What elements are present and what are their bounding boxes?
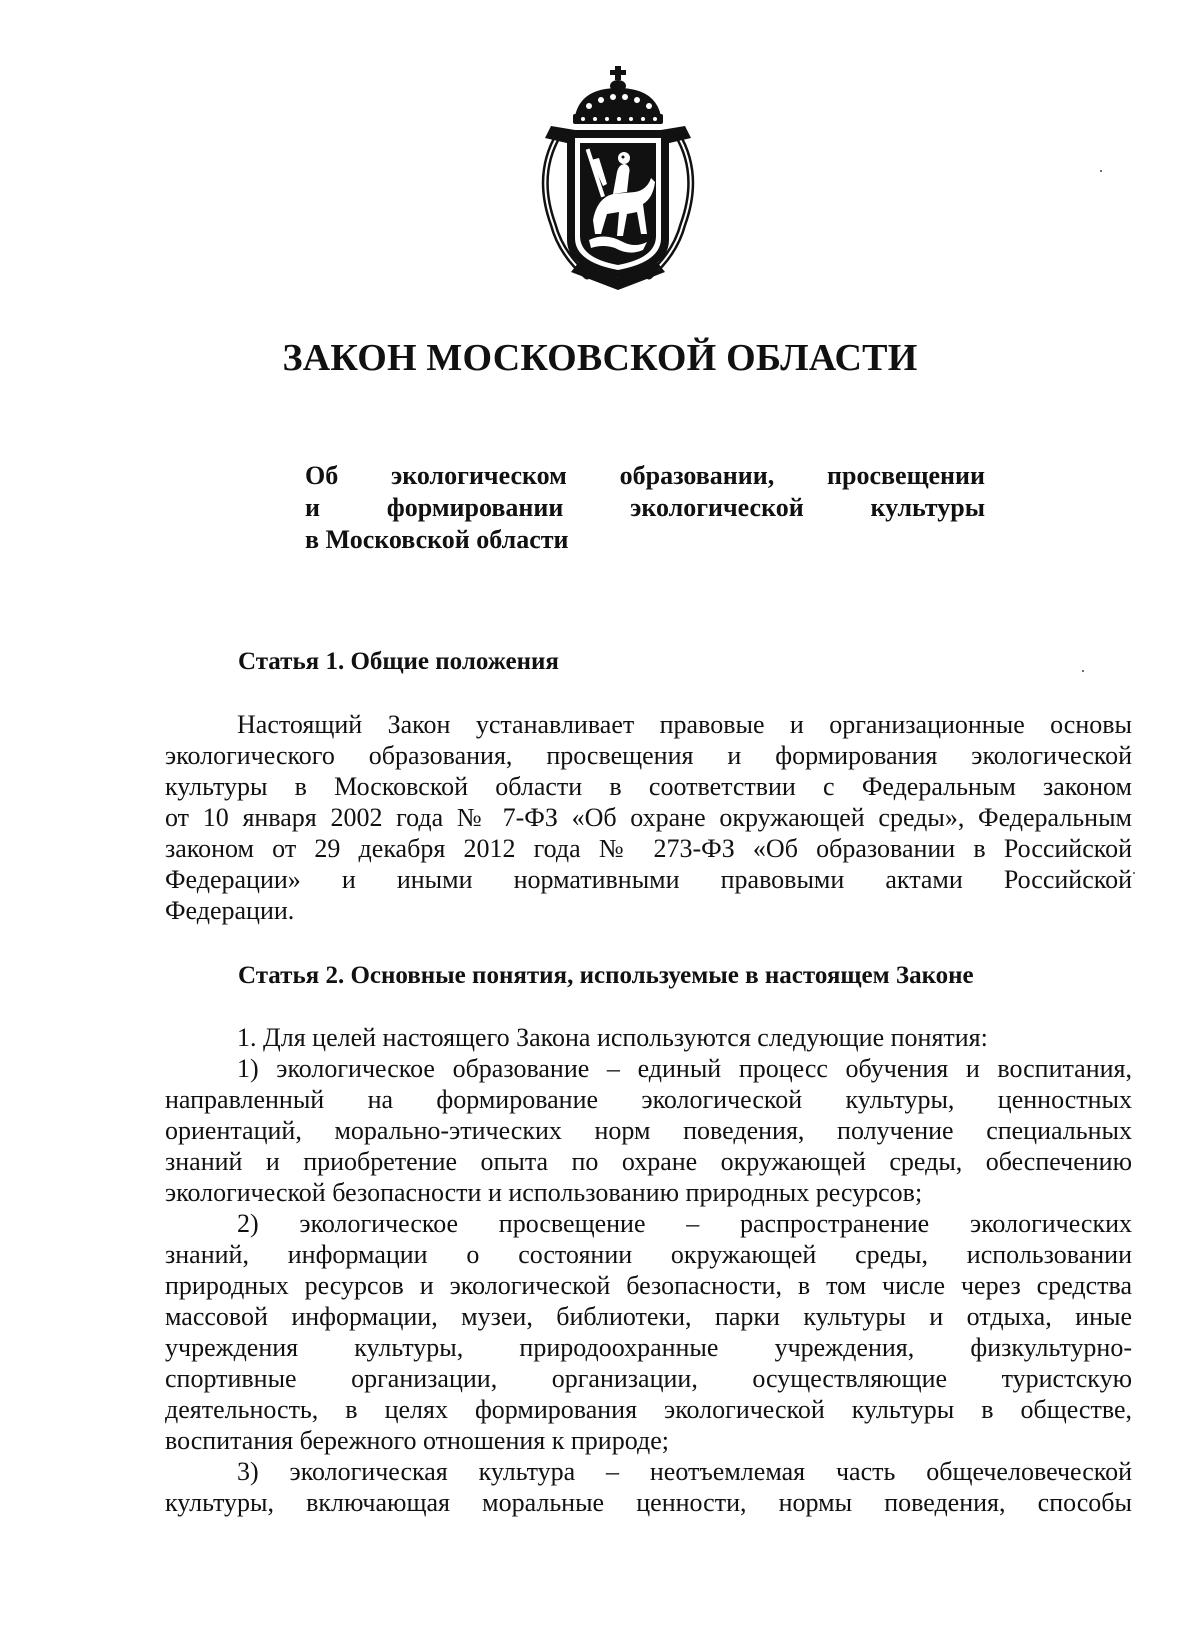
article-2-heading: Статья 2. Основные понятия, используемые в настоящем Законе (238, 962, 974, 989)
text-line: 2) экологическое просвещение – распространение экологических (237, 1209, 1132, 1238)
subtitle-line: в Московской области (305, 525, 569, 554)
text-line: от 10 января 2002 года № 7-ФЗ «Об охране окружающей среды», Федеральным (165, 803, 1132, 832)
moscow-oblast-coat-of-arms-icon (531, 64, 705, 292)
text-line: природных ресурсов и экологической безопасности, в том числе через средства (165, 1271, 1132, 1300)
text-line: массовой информации, музеи, библиотеки, парки культуры и отдыха, иные (165, 1302, 1132, 1331)
article-2-body (165, 1022, 1132, 1518)
text-line: экологической безопасности и использованию природных ресурсов; (165, 1178, 923, 1207)
text-line: знаний и приобретение опыта по охране окружающей среды, обеспечению (165, 1147, 1132, 1176)
text-line: 1) экологическое образование – единый процесс обучения и воспитания, (237, 1054, 1132, 1083)
scan-speck (1100, 170, 1102, 172)
text-line: 1. Для целей настоящего Закона используются следующие понятия: (237, 1023, 988, 1052)
scan-speck (1133, 872, 1135, 874)
text-line: Настоящий Закон устанавливает правовые и организационные основы (237, 710, 1132, 739)
text-line: направленный на формирование экологической культуры, ценностных (165, 1085, 1132, 1114)
article-1-body (165, 709, 1132, 926)
text-line: ориентаций, морально-этических норм поведения, получение специальных (165, 1116, 1132, 1145)
law-subtitle (305, 460, 985, 556)
text-line: 3) экологическая культура – неотъемлемая часть общечеловеческой (237, 1457, 1132, 1486)
text-line: спортивные организации, организации, осуществляющие туристскую (165, 1364, 1132, 1393)
text-line: воспитания бережного отношения к природе; (165, 1426, 669, 1455)
text-line: деятельность, в целях формирования экологической культуры в обществе, (165, 1395, 1132, 1424)
subtitle-line: и формировании экологической культуры (305, 493, 985, 522)
article-1-heading: Статья 1. Общие положения (238, 648, 559, 675)
text-line: культуры, включающая моральные ценности, нормы поведения, способы (165, 1488, 1132, 1517)
text-line: культуры в Московской области в соответствии с Федеральным законом (165, 772, 1132, 801)
subtitle-line: Об экологическом образовании, просвещении (305, 461, 985, 490)
text-line: законом от 29 декабря 2012 года № 273-ФЗ «Об образовании в Российской (165, 834, 1132, 863)
text-line: экологического образования, просвещения и формирования экологической (165, 741, 1132, 770)
text-line: знаний, информации о состоянии окружающей среды, использовании (165, 1240, 1132, 1269)
text-line: учреждения культуры, природоохранные учреждения, физкультурно- (165, 1333, 1132, 1362)
text-line: Федерации» и иными нормативными правовыми актами Российской (165, 865, 1132, 894)
text-line: Федерации. (165, 896, 295, 925)
scan-speck (1082, 670, 1084, 672)
document-title: ЗАКОН МОСКОВСКОЙ ОБЛАСТИ (282, 337, 918, 379)
